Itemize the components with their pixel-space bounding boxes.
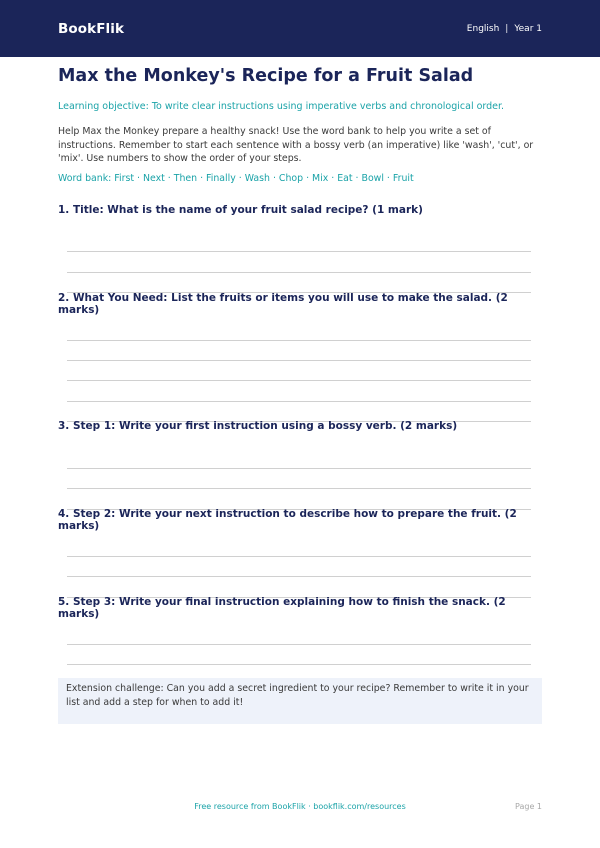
extension-challenge-box: Extension challenge: Can you add a secret ingredient to your recipe? Remember to write it in your list and add a step for when to add it! (58, 678, 542, 724)
answer-line[interactable] (67, 468, 531, 469)
learning-objective: Learning objective: To write clear instructions using imperative verbs and chronological order. (58, 101, 505, 112)
subject-label: English (466, 23, 500, 34)
answer-line[interactable] (67, 272, 531, 273)
answer-line[interactable] (67, 664, 531, 665)
question-4: 4. Step 2: Write your next instruction to describe how to prepare the fruit. (2 marks) (58, 508, 517, 532)
answer-line[interactable] (67, 488, 531, 489)
answer-line[interactable] (67, 576, 531, 577)
answer-line[interactable] (67, 556, 531, 557)
meta-separator: | (505, 23, 509, 34)
subject-year-meta (467, 24, 542, 34)
answer-line[interactable] (67, 380, 531, 381)
question-1: 1. Title: What is the name of your fruit salad recipe? (1 mark) (58, 204, 423, 216)
question-2: 2. What You Need: List the fruits or items you will use to make the salad. (2 marks) (58, 292, 508, 316)
worksheet-title: Max the Monkey's Recipe for a Fruit Salad (58, 66, 474, 86)
header-bar (0, 0, 600, 57)
answer-line[interactable] (67, 251, 531, 252)
answer-line[interactable] (67, 360, 531, 361)
page-number: Page 1 (515, 802, 542, 811)
answer-line[interactable] (67, 401, 531, 402)
brand-logo[interactable]: BookFlik (58, 20, 125, 37)
answer-line[interactable] (67, 644, 531, 645)
question-3: 3. Step 1: Write your first instruction using a bossy verb. (2 marks) (58, 420, 458, 432)
answer-line[interactable] (67, 340, 531, 341)
footer-resource-link[interactable]: Free resource from BookFlik · bookflik.com/resources (194, 802, 406, 811)
word-bank: Word bank: First · Next · Then · Finally · Wash · Chop · Mix · Eat · Bowl · Fruit (58, 173, 414, 184)
question-5: 5. Step 3: Write your final instruction explaining how to finish the snack. (2 marks) (58, 596, 506, 620)
intro-instructions: Help Max the Monkey prepare a healthy snack! Use the word bank to help you write a set of instructions. Remember to start each sentence with a bossy verb (an imperative) like 'wash', 'cut', or 'mix'. Use numbers to show the order of your steps. (58, 126, 534, 164)
year-label: Year 1 (514, 23, 542, 34)
